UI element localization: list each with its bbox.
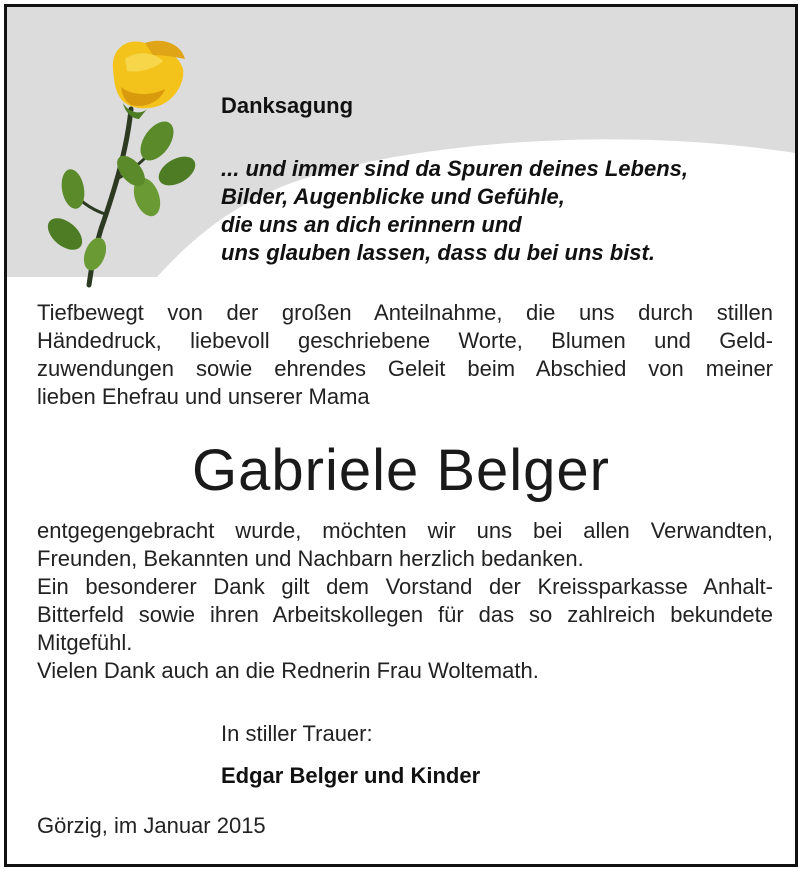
text-line: Tiefbewegt von der großen Anteilnahme, die uns durch stillen (37, 300, 773, 325)
speaker-thanks-paragraph: Vielen Dank auch an die Rednerin Frau Woltemath. (37, 658, 539, 683)
thanks-paragraph (37, 517, 773, 573)
poem-line: Bilder, Augenblicke und Gefühle, (221, 184, 565, 209)
text-line: entgegengebracht wurde, möchten wir uns bei allen Verwandten, (37, 518, 773, 543)
text-line: Händedruck, liebevoll geschriebene Worte, Blumen und Geld- (37, 328, 773, 353)
text-line: zuwendungen sowie ehrendes Geleit beim Abschied von meiner (37, 356, 773, 381)
obituary-card (4, 4, 798, 867)
signature: Edgar Belger und Kinder (221, 763, 481, 788)
poem-line: die uns an dich erinnern und (221, 212, 522, 237)
text-line: Ein besonderer Dank gilt dem Vorstand der Kreissparkasse Anhalt- (37, 574, 773, 599)
text-line: Bitterfeld sowie ihren Arbeitskollegen für das so zahlreich bekundete (37, 602, 773, 627)
deceased-name: Gabriele Belger (192, 438, 610, 503)
rose-icon (35, 29, 205, 289)
place-date: Görzig, im Januar 2015 (37, 813, 266, 838)
heading: Danksagung (221, 93, 354, 118)
text-line: Freunden, Bekannten und Nachbarn herzlich bedanken. (37, 546, 584, 571)
poem (221, 155, 688, 267)
mourning-label: In stiller Trauer: (221, 721, 373, 746)
poem-line: ... und immer sind da Spuren deines Lebens, (221, 156, 688, 181)
poem-line: uns glauben lassen, dass du bei uns bist. (221, 240, 655, 265)
text-line: lieben Ehefrau und unserer Mama (37, 384, 370, 409)
intro-paragraph (37, 299, 773, 411)
special-thanks-paragraph (37, 573, 773, 657)
text-line: Mitgefühl. (37, 630, 133, 655)
